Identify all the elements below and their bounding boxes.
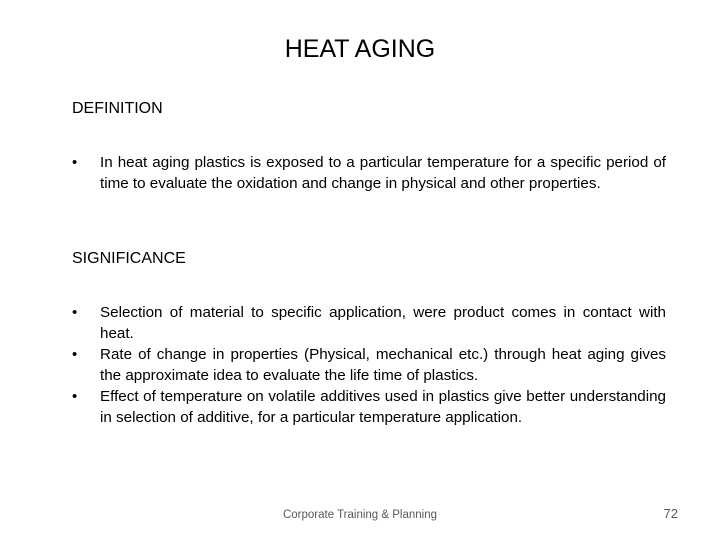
list-item-text: In heat aging plastics is exposed to a particular temperature for a specific period of time to evaluate the oxidation and change in physical and other properties. <box>100 154 666 192</box>
definition-list <box>72 152 666 194</box>
list-item-text: Effect of temperature on volatile additives used in plastics give better understanding in selection of additive, for a particular temperature application. <box>100 388 666 426</box>
list-item <box>72 152 666 194</box>
list-item <box>72 344 666 386</box>
significance-heading: SIGNIFICANCE <box>72 250 186 267</box>
bullet-icon: • <box>72 304 78 321</box>
page-number: 72 <box>663 506 678 521</box>
list-item <box>72 386 666 428</box>
list-item-text: Selection of material to specific application, were product comes in contact with heat. <box>100 304 666 342</box>
slide-title: HEAT AGING <box>284 35 436 63</box>
list-item-text: Rate of change in properties (Physical, mechanical etc.) through heat aging gives the approximate idea to evaluate the life time of plastics. <box>100 346 666 384</box>
bullet-icon: • <box>72 154 78 171</box>
bullet-icon: • <box>72 346 78 363</box>
footer-text: Corporate Training & Planning <box>282 509 438 521</box>
definition-heading: DEFINITION <box>72 100 163 117</box>
significance-list <box>72 302 666 428</box>
bullet-icon: • <box>72 388 78 405</box>
list-item <box>72 302 666 344</box>
